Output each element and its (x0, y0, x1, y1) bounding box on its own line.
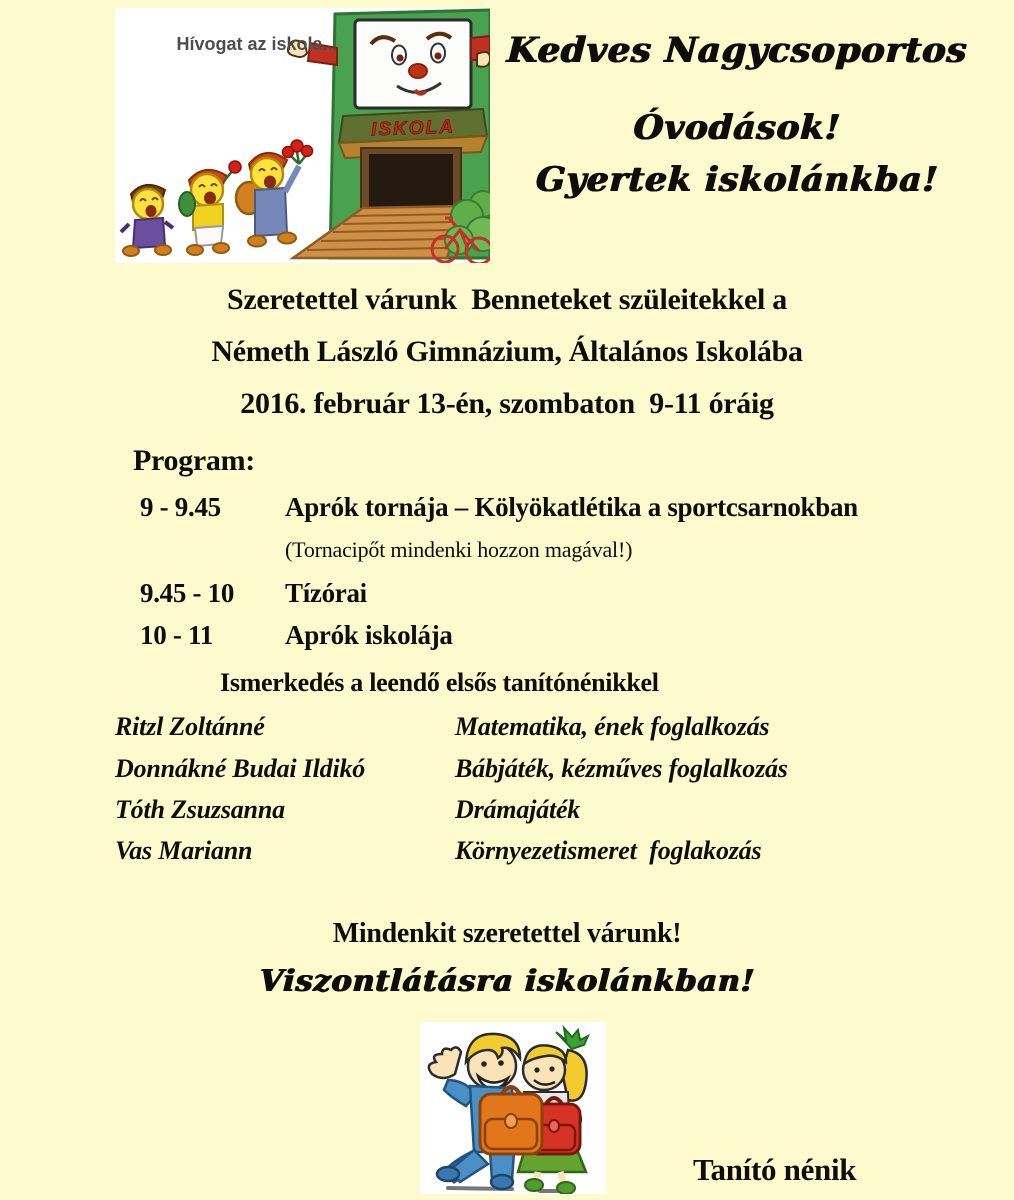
intro-line-2: Németh László Gimnázium, Általános Iskolába (211, 335, 803, 368)
teacher-activity-3: Drámajáték (455, 795, 581, 824)
teacher-name-1: Ritzl Zoltánné (115, 712, 265, 741)
program-activity-2: Tízórai (285, 578, 367, 608)
teacher-name-2: Donnákné Budai Ildikó (115, 754, 366, 783)
closing-line-1: Mindenkit szeretettel várunk! (332, 918, 682, 949)
program-note-1: (Tornacipőt mindenki hozzon magával!) (285, 537, 633, 562)
illustration-caption: Hívogat az iskola... (176, 34, 338, 54)
program-heading: Program: (133, 444, 255, 477)
teacher-activity-4: Környezetismeret foglakozás (455, 836, 762, 865)
teacher-activity-1: Matematika, ének foglalkozás (455, 712, 770, 741)
teacher-activity-2: Bábjáték, kézműves foglalkozás (455, 754, 788, 783)
header-line-1: Kedves Nagycsoportos (505, 30, 969, 71)
program-activity-3: Aprók iskolája (285, 620, 453, 650)
program-activity-1: Aprók tornája – Kölyökatlétika a sportcsarnokban (285, 492, 858, 522)
iskola-sign-text: ISKOLA (370, 116, 456, 141)
program-subheading: Ismerkedés a leendő elsős tanítónénikkel (220, 668, 659, 697)
teacher-name-4: Vas Mariann (115, 836, 253, 865)
header (460, 0, 1014, 230)
school-illustration (115, 8, 490, 263)
intro-line-1: Szeretettel várunk Benneteket szüleitekkel a (226, 283, 787, 316)
closing-line-2: Viszontlátásra iskolánkban! (258, 964, 756, 999)
signature: Tanító nénik (693, 1152, 857, 1187)
program-time-3: 10 - 11 (140, 620, 213, 650)
header-line-3: Gyertek iskolánkba! (534, 160, 940, 200)
teacher-name-3: Tóth Zsuzsanna (115, 795, 285, 824)
program-time-1: 9 - 9.45 (140, 492, 221, 522)
children-walking-drawing (420, 1022, 606, 1194)
school-face-window (355, 20, 471, 108)
school-drawing (115, 8, 490, 263)
intro-line-3: 2016. február 13-én, szombaton 9-11 óráig (240, 387, 774, 420)
header-line-2: Óvodások! (632, 108, 842, 148)
school-door (369, 154, 453, 210)
children-walking-illustration (420, 1022, 606, 1194)
program-time-2: 9.45 - 10 (140, 578, 235, 608)
